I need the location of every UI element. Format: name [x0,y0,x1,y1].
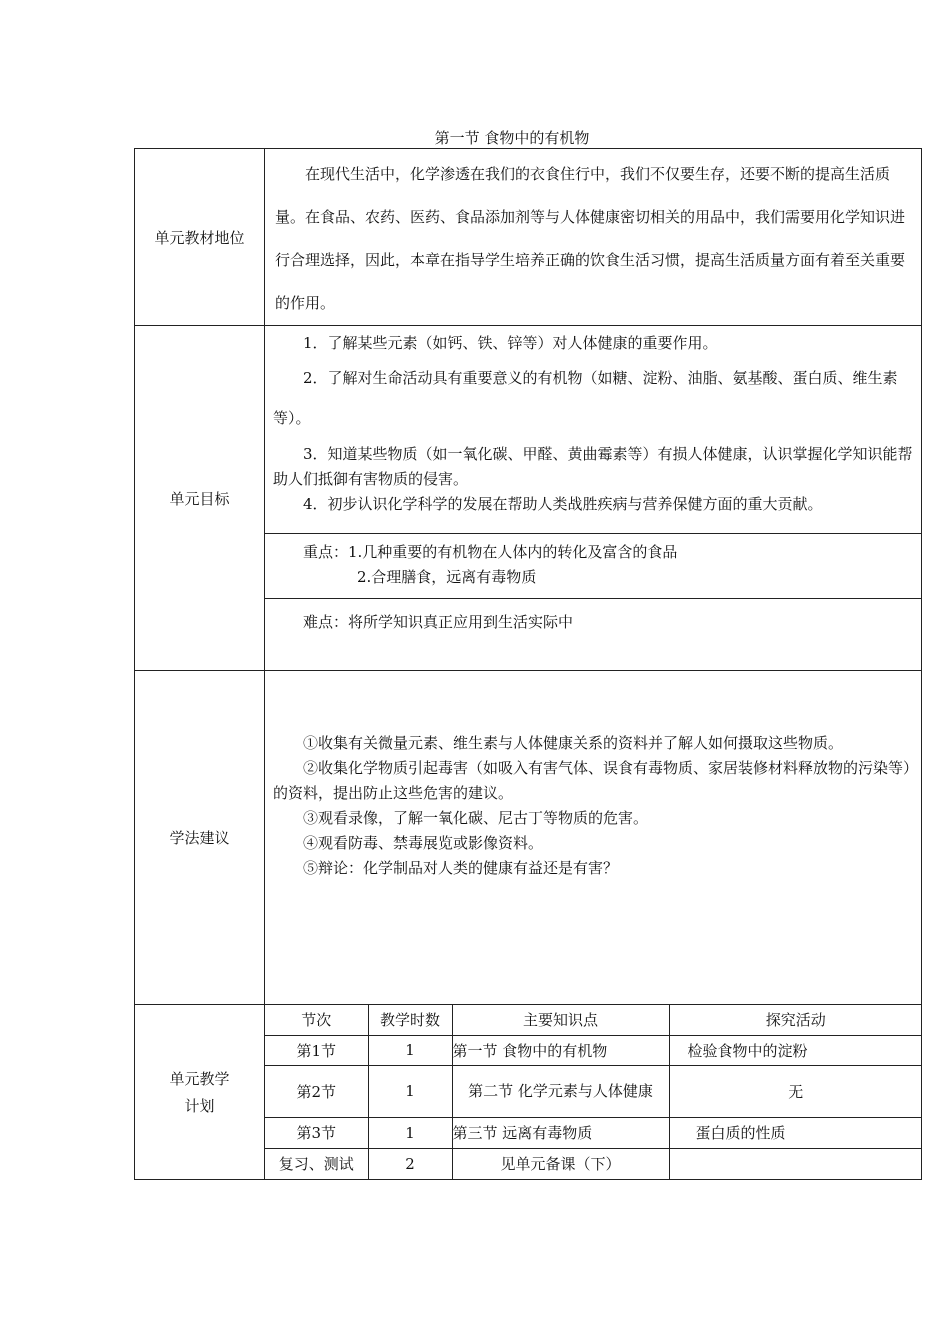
plan-cell-knowledge: 第三节 远离有毒物质 [452,1117,669,1148]
plan-header-activity: 探究活动 [669,1005,922,1035]
plan-cell-section: 复习、测试 [265,1148,368,1179]
goals-row [135,326,922,534]
study-row [135,671,922,1005]
plan-row-1 [265,1035,922,1065]
plan-cell-activity [669,1148,922,1179]
plan-cell [265,1005,922,1180]
plan-row [135,1005,922,1180]
goals-label: 单元目标 [135,326,265,671]
study-item-3: ③观看录像，了解一氧化碳、尼古丁等物质的危害。 [303,809,649,827]
position-label: 单元教材地位 [135,149,265,326]
plan-cell-hours: 1 [368,1035,452,1065]
position-text: 在现代生活中，化学渗透在我们的衣食住行中，我们不仅要生存，还要不断的提高生活质量。在食品、农药、医药、食品添加剂等与人体健康密切相关的用品中，我们需要用化学知识进行合理选择，因此，本章在指导学生培养正确的饮食生活习惯，提高生活质量方面有着至关重要的作用。 [275,165,906,312]
page-title: 第一节 食物中的有机物 [434,129,590,147]
position-row [135,149,922,326]
plan-header-knowledge: 主要知识点 [452,1005,669,1035]
key-points-line-1: 重点：1.几种重要的有机物在人体内的转化及富含的食品 [303,543,678,561]
plan-header-section: 节次 [265,1005,368,1035]
plan-row-3 [265,1117,922,1148]
plan-cell-hours: 2 [368,1148,452,1179]
plan-cell-activity: 蛋白质的性质 [669,1117,922,1148]
study-item-1: ①收集有关微量元素、维生素与人体健康关系的资料并了解人如何摄取这些物质。 [303,734,844,752]
plan-cell-section: 第1节 [265,1035,368,1065]
difficulty-cell [265,599,922,671]
plan-cell-activity: 检验食物中的淀粉 [669,1035,922,1065]
position-cell [265,149,922,326]
plan-label [135,1005,265,1180]
plan-label-line-2: 计划 [184,1097,215,1115]
goal-item-3: 3．知道某些物质（如一氧化碳、甲醛、黄曲霉素等）有损人体健康，认识掌握化学知识能帮助人们抵御有害物质的侵害。 [273,445,913,488]
difficulty-text: 难点：将所学知识真正应用到生活实际中 [303,613,574,631]
goals-cell [265,326,922,534]
plan-cell-knowledge: 见单元备课（下） [452,1148,669,1179]
unit-plan-table [134,148,922,1180]
study-item-5: ⑤辩论：化学制品对人类的健康有益还是有害？ [303,859,619,877]
plan-cell-section: 第2节 [265,1065,368,1117]
plan-header-row [265,1005,922,1035]
plan-label-line-1: 单元教学 [169,1070,230,1088]
plan-table [265,1005,922,1179]
key-points-line-2: 2.合理膳食，远离有毒物质 [357,568,537,586]
study-item-4: ④观看防毒、禁毒展览或影像资料。 [303,834,544,852]
plan-cell-knowledge: 第一节 食物中的有机物 [452,1035,669,1065]
plan-header-hours: 教学时数 [368,1005,452,1035]
plan-cell-hours: 1 [368,1117,452,1148]
study-cell [265,671,922,1005]
plan-cell-activity: 无 [669,1065,922,1117]
plan-cell-knowledge: 第二节 化学元素与人体健康 [452,1065,669,1117]
goal-item-4: 4．初步认识化学科学的发展在帮助人类战胜疾病与营养保健方面的重大贡献。 [303,495,823,513]
plan-row-2 [265,1065,922,1117]
plan-cell-section: 第3节 [265,1117,368,1148]
key-points-cell [265,534,922,599]
study-item-2: ②收集化学物质引起毒害（如吸入有害气体、误食有毒物质、家居装修材料释放物的污染等）的资料，提出防止这些危害的建议。 [273,759,911,802]
goal-item-2: 2．了解对生命活动具有重要意义的有机物（如糖、淀粉、油脂、氨基酸、蛋白质、维生素等）。 [273,369,898,427]
plan-row-4 [265,1148,922,1179]
plan-cell-hours: 1 [368,1065,452,1117]
goal-item-1: 1．了解某些元素（如钙、铁、锌等）对人体健康的重要作用。 [303,334,718,352]
study-label: 学法建议 [135,671,265,1005]
unit-plan-table-wrapper [134,148,921,1180]
